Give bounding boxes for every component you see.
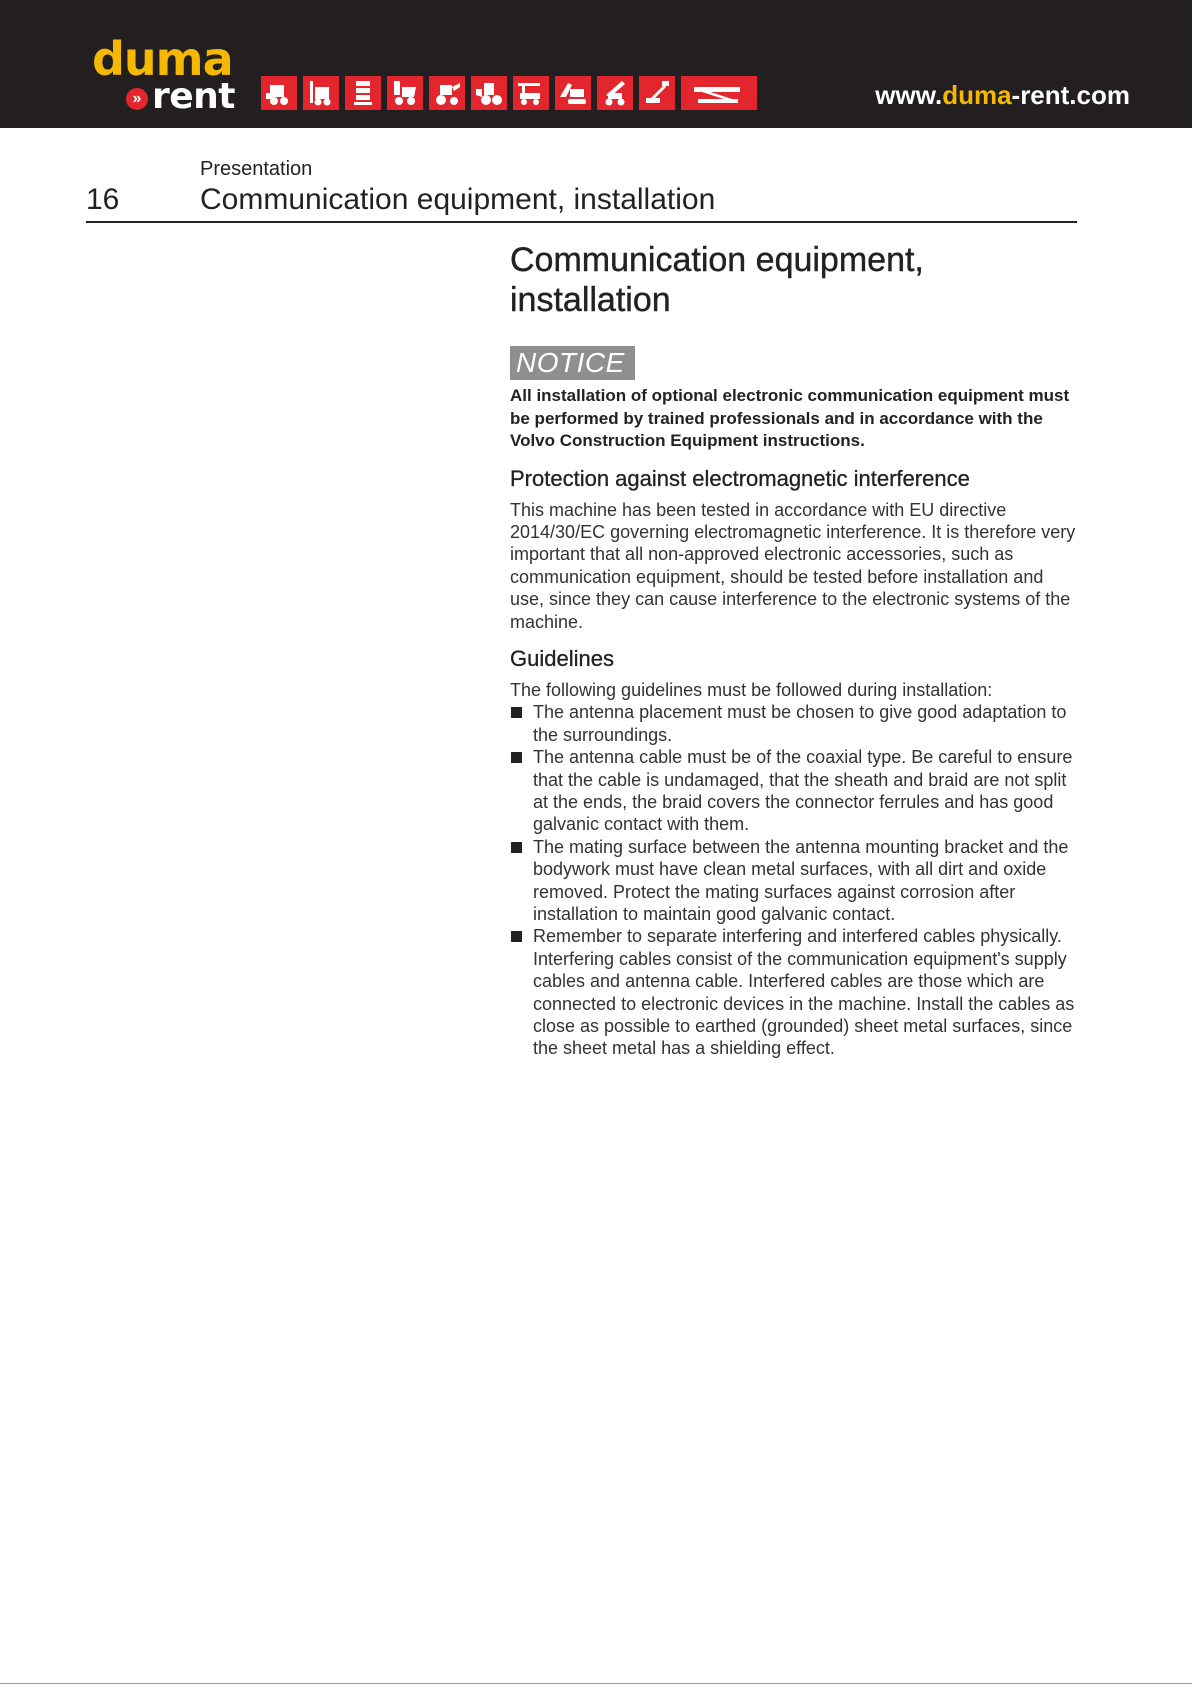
running-header-title: Communication equipment, installation (200, 183, 716, 216)
excavator-icon (555, 76, 591, 110)
logo-duma-text: duma (92, 32, 233, 86)
duma-rent-logo[interactable] (92, 32, 242, 117)
list-item (510, 746, 1080, 836)
list-item-text: The mating surface between the antenna mounting bracket and the bodywork must have clean metal surfaces, with all dirt and oxide removed. Protect the mating surfaces against corrosion after installation to maintain good galvanic contact. (533, 836, 1069, 924)
header-rule (86, 221, 1077, 223)
guidelines-heading: Guidelines (510, 645, 614, 671)
double-chevron-icon: » (126, 88, 148, 110)
page-number: 16 (86, 183, 120, 216)
header-banner (0, 0, 1192, 128)
guidelines-intro: The following guidelines must be followed during installation: (510, 679, 993, 700)
list-item (510, 701, 1080, 746)
logo-rent-text: rent (152, 76, 236, 117)
notice-text: All installation of optional electronic communication equipment must be performed by trained professionals and in accordance with the Volvo Construction Equipment instructions. (510, 386, 1070, 450)
list-item-text: Remember to separate interfering and interfered cables physically. Interfering cables consist of the communication equipment's supply cables and antenna cable. Interfered cables are those which are connected to electronic devices in the machine. Install the cables as close as possible to earthed (grounded) sheet metal surfaces, since the sheet metal has a shielding effect. (533, 926, 1075, 1059)
crane-truck-icon (513, 76, 549, 110)
list-item (510, 925, 1080, 1059)
running-header-section: Presentation (200, 158, 313, 180)
main-content (510, 240, 1080, 1060)
url-brand: duma (942, 80, 1012, 110)
notice-label: NOTICE (510, 346, 635, 380)
telehandler-icon (597, 76, 633, 110)
url-prefix: www. (875, 80, 943, 110)
list-item (510, 836, 1080, 926)
emi-paragraph: This machine has been tested in accordance with EU directive 2014/30/EC governing electromagnetic interference. It is therefore very important that all non-approved electronic accessories, such as communication equipment, should be tested before installation and use, since they can cause interference to the electronic systems of the machine. (510, 499, 1076, 632)
compactor-icon (345, 76, 381, 110)
list-item-text: The antenna cable must be of the coaxial type. Be careful to ensure that the cable is undamaged, that the sheath and braid are not split at the ends, the braid covers the connector ferrules and has good galvanic contact with them. (533, 747, 1073, 835)
notice-block (510, 346, 1080, 453)
scissor-lift-icon (681, 76, 757, 110)
backhoe-loader-icon (429, 76, 465, 110)
boom-lift-icon (639, 76, 675, 110)
wheel-loader-icon (471, 76, 507, 110)
mini-dumper-icon (387, 76, 423, 110)
section-heading: Communication equipment, installation (510, 241, 924, 319)
page-bottom-rule (0, 1683, 1192, 1684)
list-item-text: The antenna placement must be chosen to give good adaptation to the surroundings. (533, 702, 1067, 745)
website-url[interactable] (875, 80, 1130, 111)
forklift-icon (303, 76, 339, 110)
skid-steer-icon (261, 76, 297, 110)
machine-icon-strip (261, 76, 757, 110)
square-bullet-icon (511, 931, 522, 942)
emi-heading: Protection against electromagnetic interference (510, 465, 970, 491)
square-bullet-icon (511, 752, 522, 763)
guidelines-list (510, 701, 1080, 1060)
square-bullet-icon (511, 707, 522, 718)
url-suffix: -rent.com (1011, 80, 1130, 110)
square-bullet-icon (511, 842, 522, 853)
